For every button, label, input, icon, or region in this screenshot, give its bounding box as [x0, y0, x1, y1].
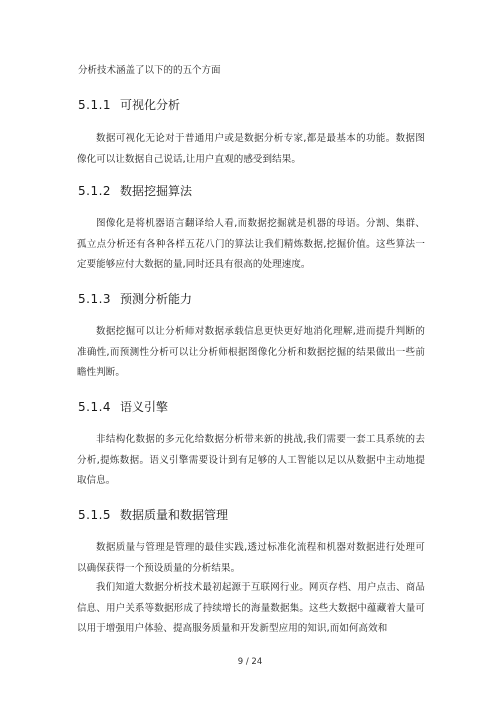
intro-text: 分析技术涵盖了以下的的五个方面 [78, 65, 221, 76]
section-heading-visual-analysis [78, 97, 180, 113]
page-number: 9 / 24 [237, 657, 263, 667]
section-paragraph: 图像化是将机器语言翻译给人看,而数据挖掘就是机器的母语。分割、集群、孤立点分析还有各种各样五花八门的算法让我们精炼数据,挖掘价值。这些算法一定要能够应付大数据的量,同时还具有很高的处理速度。 [77, 218, 425, 270]
section-number: 5.1.5 [78, 508, 112, 522]
section-heading-predictive-analysis [78, 291, 192, 307]
section-number: 5.1.4 [78, 400, 112, 414]
section-title: 数据质量和数据管理 [120, 508, 229, 522]
section-heading-data-quality [78, 507, 228, 523]
section-title: 数据挖掘算法 [120, 184, 193, 198]
section-paragraph: 数据挖掘可以让分析师对数据承载信息更快更好地消化理解,进而提升判断的准确性,而预测性分析可以让分析师根据图像化分析和数据挖掘的结果做出一些前瞻性判断。 [77, 326, 425, 378]
section-number: 5.1.3 [78, 292, 112, 306]
section-number: 5.1.2 [78, 184, 112, 198]
section-paragraph: 非结构化数据的多元化给数据分析带来新的挑战,我们需要一套工具系统的去分析,提炼数据。语义引擎需要设计到有足够的人工智能以足以从数据中主动地提取信息。 [77, 434, 425, 486]
section-heading-data-mining [78, 183, 192, 199]
section-paragraph: 数据可视化无论对于普通用户或是数据分析专家,都是最基本的功能。数据图像化可以让数据自己说话,让用户直观的感受到结果。 [77, 133, 425, 165]
section-title: 预测分析能力 [120, 292, 193, 306]
section-paragraph: 我们知道大数据分析技术最初起源于互联网行业。网页存档、用户点击、商品信息、用户关系等数据形成了持续增长的海量数据集。这些大数据中蕴藏着大量可以用于增强用户体验、提高服务质量和开发新型应用的知识,而如何高效和 [77, 582, 425, 634]
section-title: 语义引擎 [120, 400, 169, 414]
section-heading-semantic-engine [78, 399, 168, 415]
section-title: 可视化分析 [120, 98, 181, 112]
section-paragraph: 数据质量与管理是管理的最佳实践,透过标准化流程和机器对数据进行处理可以确保获得一个预设质量的分析结果。 [77, 542, 425, 574]
section-number: 5.1.1 [78, 98, 112, 112]
